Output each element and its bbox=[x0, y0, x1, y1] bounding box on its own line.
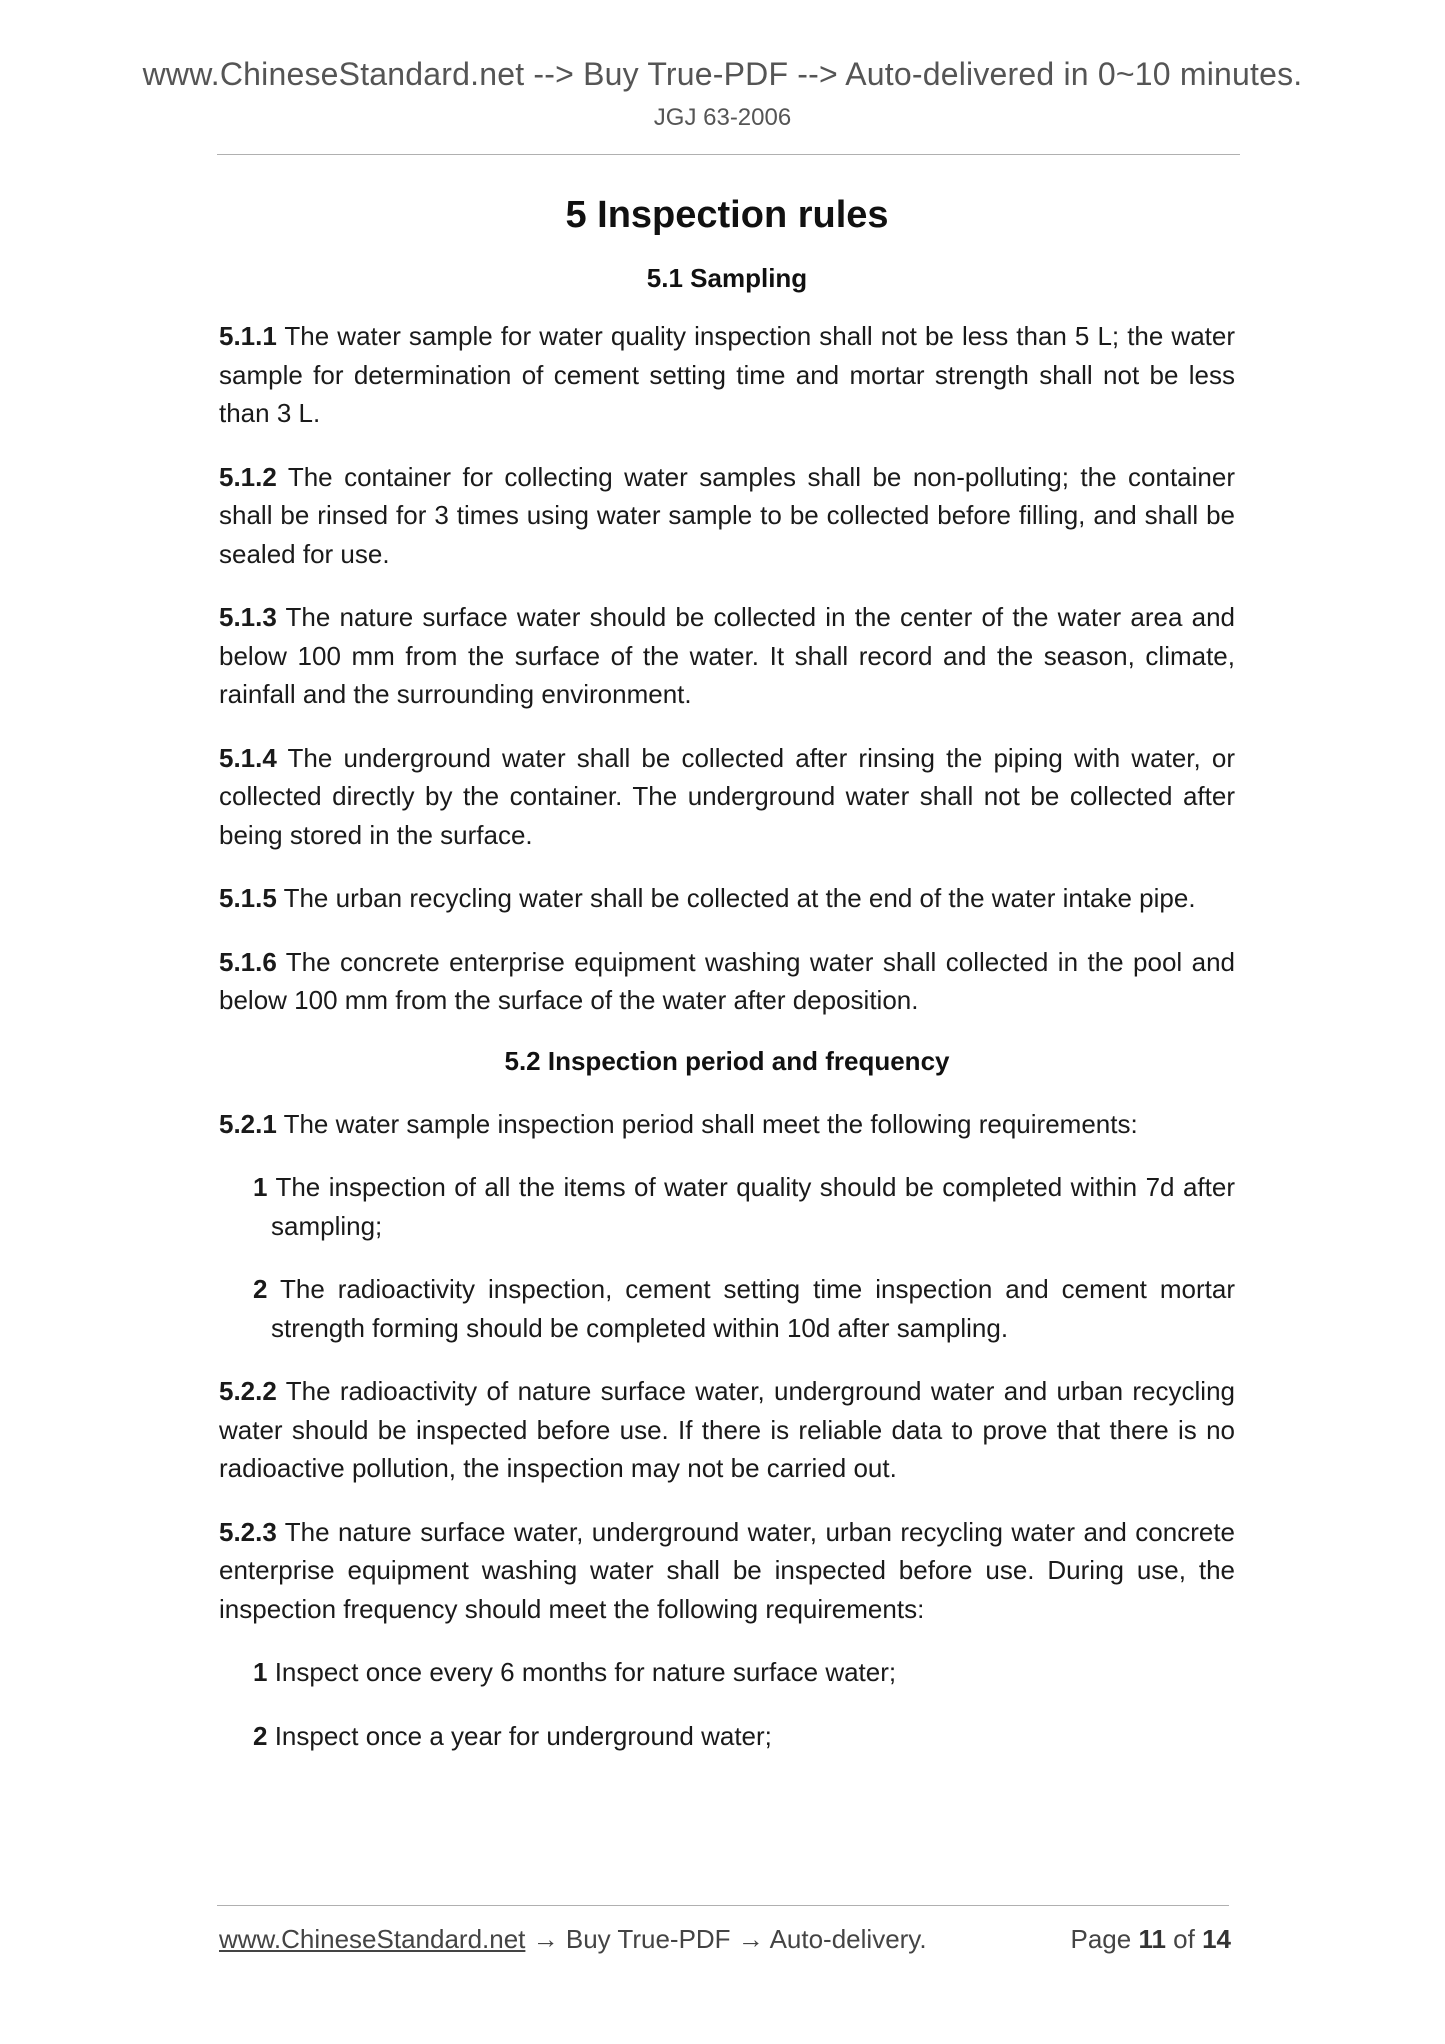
clause-5-1-3 bbox=[219, 598, 1235, 714]
list-item bbox=[219, 1168, 1235, 1245]
clause-text: The nature surface water, underground water, urban recycling water and concrete enterprise equipment washing water shall be inspected before use. During use, the inspection frequency should meet the following requirements: bbox=[219, 1516, 1235, 1624]
clause-5-1-5 bbox=[219, 879, 1235, 918]
clause-number: 5.1.2 bbox=[219, 461, 277, 492]
page-total: 14 bbox=[1202, 1924, 1231, 1954]
item-text: The radioactivity inspection, cement setting time inspection and cement mortar strength forming should be completed within 10d after sampling. bbox=[267, 1274, 1235, 1343]
page-current: 11 bbox=[1138, 1924, 1166, 1954]
clause-5-2-3 bbox=[219, 1513, 1235, 1629]
clause-5-1-6 bbox=[219, 943, 1235, 1020]
clause-text: The concrete enterprise equipment washing water shall collected in the pool and below 100 mm from the surface of the water after deposition. bbox=[219, 946, 1235, 1015]
page-of: of bbox=[1165, 1924, 1203, 1954]
clause-number: 5.2.1 bbox=[219, 1108, 277, 1139]
section-heading-5-2: 5.2 Inspection period and frequency bbox=[504, 1045, 950, 1076]
list-item bbox=[219, 1653, 1235, 1692]
clause-number: 5.2.2 bbox=[219, 1376, 277, 1406]
item-number: 1 bbox=[253, 1172, 268, 1202]
item-text: The inspection of all the items of water quality should be completed within 7d after sampling; bbox=[267, 1172, 1235, 1241]
chapter-title: 5 Inspection rules bbox=[565, 194, 889, 236]
footer-site-link[interactable]: www.ChineseStandard.net bbox=[219, 1924, 526, 1954]
clause-text: The radioactivity of nature surface water, underground water and urban recycling water should be inspected before use. If there is reliable data to prove that there is no radioactive pollution, the inspection may not be carried out. bbox=[219, 1376, 1235, 1483]
item-number: 2 bbox=[253, 1720, 268, 1751]
item-number: 1 bbox=[253, 1657, 268, 1687]
clause-text: The water sample inspection period shall meet the following requirements: bbox=[276, 1108, 1138, 1139]
footer-divider bbox=[217, 1905, 1229, 1906]
clause-text: The urban recycling water shall be collected at the end of the water intake pipe. bbox=[276, 883, 1196, 913]
list-item bbox=[219, 1270, 1235, 1347]
clause-number: 5.1.1 bbox=[219, 321, 277, 351]
clause-number: 5.1.6 bbox=[219, 946, 277, 977]
clause-number: 5.1.3 bbox=[219, 602, 277, 632]
clause-number: 5.1.4 bbox=[219, 742, 277, 773]
header-banner: www.ChineseStandard.net --> Buy True-PDF --> Auto-delivered in 0~10 minutes. bbox=[142, 56, 1303, 92]
clause-text: The nature surface water should be collected in the center of the water area and below 100 mm from the surface of the water. It shall record and the season, climate, rainfall and the surrounding environment. bbox=[219, 602, 1235, 709]
section-heading-5-1: 5.1 Sampling bbox=[646, 263, 808, 293]
clause-text: The container for collecting water samples shall be non-polluting; the container shall be rinsed for 3 times using water sample to be collected before filling, and shall be sealed for use. bbox=[219, 461, 1235, 569]
clause-5-1-1 bbox=[219, 317, 1235, 433]
clause-5-1-2 bbox=[219, 458, 1235, 574]
clause-text: The underground water shall be collected after rinsing the piping with water, or collected directly by the container. The underground water shall not be collected after being stored in the surface. bbox=[219, 742, 1235, 850]
clause-number: 5.1.5 bbox=[219, 883, 277, 913]
clause-text: The water sample for water quality inspection shall not be less than 5 L; the water sample for determination of cement setting time and mortar strength shall not be less than 3 L. bbox=[219, 321, 1235, 428]
standard-code: JGJ 63-2006 bbox=[653, 104, 792, 131]
page-body bbox=[219, 190, 1235, 1755]
footer-promo-text: → Buy True-PDF → Auto-delivery. bbox=[525, 1924, 927, 1954]
item-number: 2 bbox=[253, 1274, 268, 1304]
page-number bbox=[1070, 1924, 1231, 1955]
clause-number: 5.2.3 bbox=[219, 1516, 277, 1547]
list-item bbox=[219, 1717, 1235, 1756]
clause-5-2-1 bbox=[219, 1105, 1235, 1144]
footer-promo bbox=[219, 1924, 927, 1955]
clause-5-1-4 bbox=[219, 739, 1235, 855]
page-label: Page bbox=[1070, 1924, 1139, 1954]
item-text: Inspect once every 6 months for nature surface water; bbox=[267, 1657, 897, 1687]
item-text: Inspect once a year for underground water; bbox=[267, 1720, 772, 1751]
clause-5-2-2 bbox=[219, 1372, 1235, 1488]
header-divider bbox=[217, 154, 1240, 155]
